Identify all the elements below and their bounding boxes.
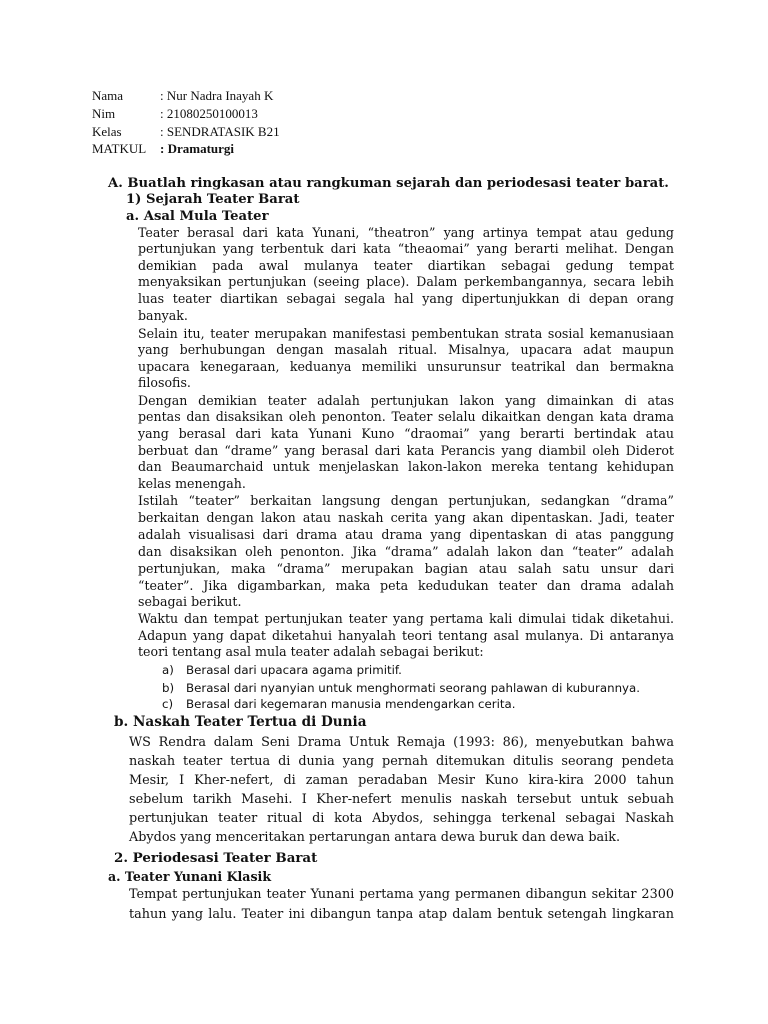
list-text: Berasal dari nyanyian untuk menghormati seorang pahlawan di kuburannya. <box>186 681 641 695</box>
list-marker: b) <box>162 681 175 695</box>
text-line: demikian pada awal mulanya teater diartikan sebagai gedung tempat <box>138 258 674 273</box>
text-line: pertunjukan yang terbentuk dari kata “theaomai” yang berarti melihat. Dengan <box>138 241 674 256</box>
header-nim <box>92 106 258 122</box>
text-line: Abydos yang menceritakan pertarungan antara dewa buruk dan dewa baik. <box>129 830 621 845</box>
text-line: pentas dan disaksikan oleh penonton. Teater selalu dikaitkan dengan kata drama <box>138 409 674 424</box>
text-line: “teater”. Jika digambarkan, maka peta kedudukan teater dan drama adalah <box>138 578 674 593</box>
subheading-asal-mula: a. Asal Mula Teater <box>126 209 269 224</box>
list-text: Berasal dari upacara agama primitif. <box>186 663 402 677</box>
nama-value: : Nur Nadra Inayah K <box>160 88 274 103</box>
list-item <box>162 696 516 712</box>
text-line: Adapun yang dapat diketahui hanyalah teori tentang asal mulanya. Di antaranya <box>138 628 674 643</box>
matkul-label: MATKUL <box>92 141 147 156</box>
text-line: adalah visualisasi dari drama atau drama yang dipentaskan di atas panggung <box>138 527 674 542</box>
subheading-periodesasi: 2. Periodesasi Teater Barat <box>114 850 318 866</box>
list-marker: c) <box>162 697 174 711</box>
text-line: berkaitan dengan lakon atau naskah cerita yang akan dipentaskan. Jadi, teater <box>138 510 674 525</box>
header-nama <box>92 88 273 104</box>
text-line: Istilah “teater” berkaitan langsung dengan pertunjukan, sedangkan “drama” <box>138 493 674 508</box>
text-line: WS Rendra dalam Seni Drama Untuk Remaja (1993: 86), menyebutkan bahwa <box>129 735 674 750</box>
text-line: kelas menengah. <box>138 476 246 491</box>
subheading-naskah-tertua: b. Naskah Teater Tertua di Dunia <box>114 714 367 730</box>
nim-label: Nim <box>92 106 116 121</box>
text-line: yang berasal dari kata Yunani Kuno “draomai” yang berarti bertindak atau <box>138 426 674 441</box>
list-text: Berasal dari kegemaran manusia mendengarkan cerita. <box>186 697 516 711</box>
section-a-heading: A. Buatlah ringkasan atau rangkuman sejarah dan periodesasi teater barat. <box>108 176 669 191</box>
text-line: sebagai berikut. <box>138 594 242 609</box>
text-line: Dengan demikian teater adalah pertunjukan lakon yang dimainkan di atas <box>138 393 674 408</box>
subheading-sejarah: 1) Sejarah Teater Barat <box>126 192 300 207</box>
list-marker: a) <box>162 663 174 677</box>
nim-value: : 21080250100013 <box>160 106 258 121</box>
text-line: sebelum tarikh Masehi. I Kher-nefert menulis naskah tersebut untuk sebuah <box>129 792 674 807</box>
text-line: Tempat pertunjukan teater Yunani pertama yang permanen dibangun sekitar 2300 <box>129 887 674 902</box>
text-line: berbuat dan “drame” yang berasal dari kata Perancis yang diambil oleh Diderot <box>138 443 674 458</box>
text-line: Mesir, I Kher-nefert, di zaman peradaban Mesir Kuno kira-kira 2000 tahun <box>129 773 674 788</box>
text-line: naskah teater tertua di dunia yang pernah ditemukan ditulis seorang pendeta <box>129 754 674 769</box>
list-item <box>162 662 402 678</box>
text-line: luas teater diartikan sebagai segala hal yang dipertunjukkan di depan orang <box>138 291 674 306</box>
header-matkul <box>92 141 234 157</box>
list-item <box>162 680 640 696</box>
text-line: pertunjukan, maka “drama” merupakan bagian atau salah satu unsur dari <box>138 561 674 576</box>
text-line: dan Beaumarchaid untuk menjelaskan lakon-lakon mereka tentang kehidupan <box>138 459 674 474</box>
text-line: teori tentang asal mula teater adalah sebagai berikut: <box>138 644 484 659</box>
text-line: menyaksikan pertunjukan (seeing place). Dalam perkembangannya, secara lebih <box>138 274 674 289</box>
text-line: Waktu dan tempat pertunjukan teater yang pertama kali dimulai tidak diketahui. <box>138 611 674 626</box>
matkul-value: : Dramaturgi <box>160 141 235 156</box>
kelas-value: : SENDRATASIK B21 <box>160 124 280 139</box>
text-line: filosofis. <box>138 375 191 390</box>
text-line: upacara kenegaraan, keduanya memiliki unsurunsur teatrikal dan bermakna <box>138 359 674 374</box>
text-line: tahun yang lalu. Teater ini dibangun tanpa atap dalam bentuk setengah lingkaran <box>129 907 674 922</box>
kelas-label: Kelas <box>92 124 122 139</box>
text-line: banyak. <box>138 308 188 323</box>
header-kelas <box>92 124 280 140</box>
text-line: dan disaksikan oleh penonton. Jika “drama” adalah lakon dan “teater” adalah <box>138 544 674 559</box>
text-line: Teater berasal dari kata Yunani, “theatron” yang artinya tempat atau gedung <box>138 225 674 240</box>
text-line: yang berhubungan dengan masalah ritual. Misalnya, upacara adat maupun <box>138 342 674 357</box>
subheading-yunani-klasik: a. Teater Yunani Klasik <box>108 869 272 884</box>
nama-label: Nama <box>92 88 124 103</box>
text-line: pertunjukan teater ritual di kota Abydos, sehingga terkenal sebagai Naskah <box>129 811 674 826</box>
text-line: Selain itu, teater merupakan manifestasi pembentukan strata sosial kemanusiaan <box>138 326 674 341</box>
